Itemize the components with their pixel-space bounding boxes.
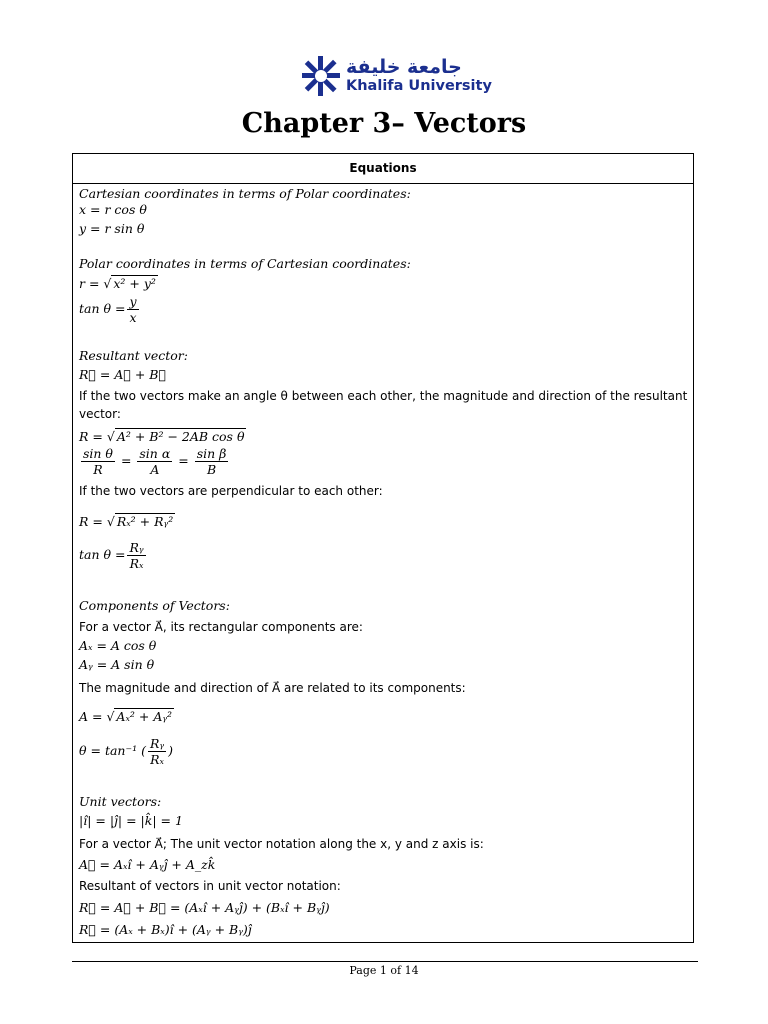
sine-num-1: sin θ bbox=[83, 446, 113, 461]
unit-resultant-text: Resultant of vectors in unit vector notation: bbox=[79, 879, 341, 893]
unit-R-equation-1: R⃗ = A⃗ + B⃗ = (Aₓî + Aᵧĵ) + (Bₓî + Bᵧĵ) bbox=[79, 900, 330, 915]
theta-fraction bbox=[148, 736, 166, 767]
R-perpendicular bbox=[79, 514, 175, 530]
equations-table bbox=[72, 153, 694, 943]
sine-fraction-2 bbox=[137, 446, 172, 477]
x-equation: x = r cos θ bbox=[79, 202, 147, 217]
r-radicand: x² + y² bbox=[113, 276, 156, 291]
tan-lhs: tan θ = bbox=[79, 301, 126, 316]
y-equation: y = r sin θ bbox=[79, 221, 145, 236]
R-perp-radicand: Rₓ² + Rᵧ² bbox=[116, 514, 174, 529]
page-number: Page 1 of 14 bbox=[349, 964, 419, 977]
unit-heading: Unit vectors: bbox=[79, 794, 162, 809]
theta-denominator: Rₓ bbox=[150, 752, 164, 767]
tan2-numerator: Rᵧ bbox=[129, 540, 144, 555]
university-logo bbox=[302, 56, 492, 98]
logo-english-text: Khalifa University bbox=[346, 78, 492, 94]
cosine-lhs: R = √ bbox=[79, 429, 115, 444]
tan-numerator: y bbox=[129, 294, 137, 309]
tan-fraction bbox=[127, 294, 138, 325]
polar-heading: Cartesian coordinates in terms of Polar coordinates: bbox=[79, 186, 411, 201]
A-lhs: A = √ bbox=[79, 709, 115, 724]
r-equation bbox=[79, 276, 158, 292]
R-perp-lhs: R = √ bbox=[79, 514, 115, 529]
components-text: For a vector A⃗, its rectangular components are: bbox=[79, 620, 363, 634]
tan2-lhs: tan θ = bbox=[79, 547, 126, 562]
cosine-radicand: A² + B² − 2AB cos θ bbox=[116, 429, 245, 444]
magnitude-text: The magnitude and direction of A⃗ are related to its components: bbox=[79, 681, 466, 695]
theta-numerator: Rᵧ bbox=[149, 736, 165, 751]
angle-text-1: If the two vectors make an angle θ between each other, the magnitude and direction of the resultant bbox=[79, 389, 688, 403]
resultant-equation: R⃗ = A⃗ + B⃗ bbox=[79, 367, 166, 382]
unit-R-equation-2: R⃗ = (Aₓ + Bₓ)î + (Aᵧ + Bᵧ)ĵ bbox=[79, 922, 252, 937]
ax-equation: Aₓ = A cos θ bbox=[79, 638, 157, 653]
tan-equation bbox=[79, 294, 141, 325]
sine-num-3: sin β bbox=[196, 446, 227, 461]
footer-divider bbox=[72, 961, 698, 962]
sine-den-1: R bbox=[93, 462, 103, 477]
tan2-fraction bbox=[127, 540, 145, 571]
sine-den-2: A bbox=[150, 462, 160, 477]
tan-perpendicular bbox=[79, 540, 148, 571]
angle-text-2: vector: bbox=[79, 407, 121, 421]
sine-law: $\frac{\text{sin θ}}{R}$ = $\frac{\text{sin α}}{A}$ = $\frac{\text{sin β}}{B}$ bbox=[83, 446, 227, 477]
unit-equation: |î| = |ĵ| = |k̂| = 1 bbox=[79, 813, 183, 828]
sine-den-3: B bbox=[206, 462, 217, 477]
khalifa-logo-icon bbox=[302, 56, 340, 96]
tan2-denominator: Rₓ bbox=[129, 556, 144, 571]
sine-fraction-1 bbox=[81, 446, 115, 477]
unit-A-equation: A⃗ = Aₓî + Aᵧĵ + A_zk̂ bbox=[79, 857, 216, 872]
sine-fraction-3 bbox=[195, 446, 229, 477]
sine-num-2: sin α bbox=[139, 446, 171, 461]
A-radicand: Aₓ² + Aᵧ² bbox=[116, 709, 173, 724]
page-title: Chapter 3– Vectors bbox=[241, 108, 527, 139]
r-lhs: r = √ bbox=[79, 276, 112, 291]
ay-equation: Aᵧ = A sin θ bbox=[79, 657, 155, 672]
cartesian-heading: Polar coordinates in terms of Cartesian coordinates: bbox=[79, 256, 411, 271]
unit-text: For a vector A⃗; The unit vector notation along the x, y and z axis is: bbox=[79, 837, 484, 851]
table-header: Equations bbox=[73, 154, 693, 184]
equations-content bbox=[79, 184, 687, 942]
cosine-law bbox=[79, 429, 246, 445]
perpendicular-text: If the two vectors are perpendicular to each other: bbox=[79, 484, 383, 498]
tan-denominator: x bbox=[129, 310, 137, 325]
A-magnitude bbox=[79, 709, 174, 725]
resultant-heading: Resultant vector: bbox=[79, 348, 188, 363]
theta-equation: θ = tan⁻¹ ( $\frac{\text{Rᵧ}}{\text{Rₓ}}$ ) bbox=[79, 736, 173, 767]
theta-lhs: θ = tan⁻¹ bbox=[79, 743, 138, 758]
components-heading: Components of Vectors: bbox=[79, 598, 230, 613]
logo-arabic-text: جامعة خليفة bbox=[346, 56, 462, 78]
